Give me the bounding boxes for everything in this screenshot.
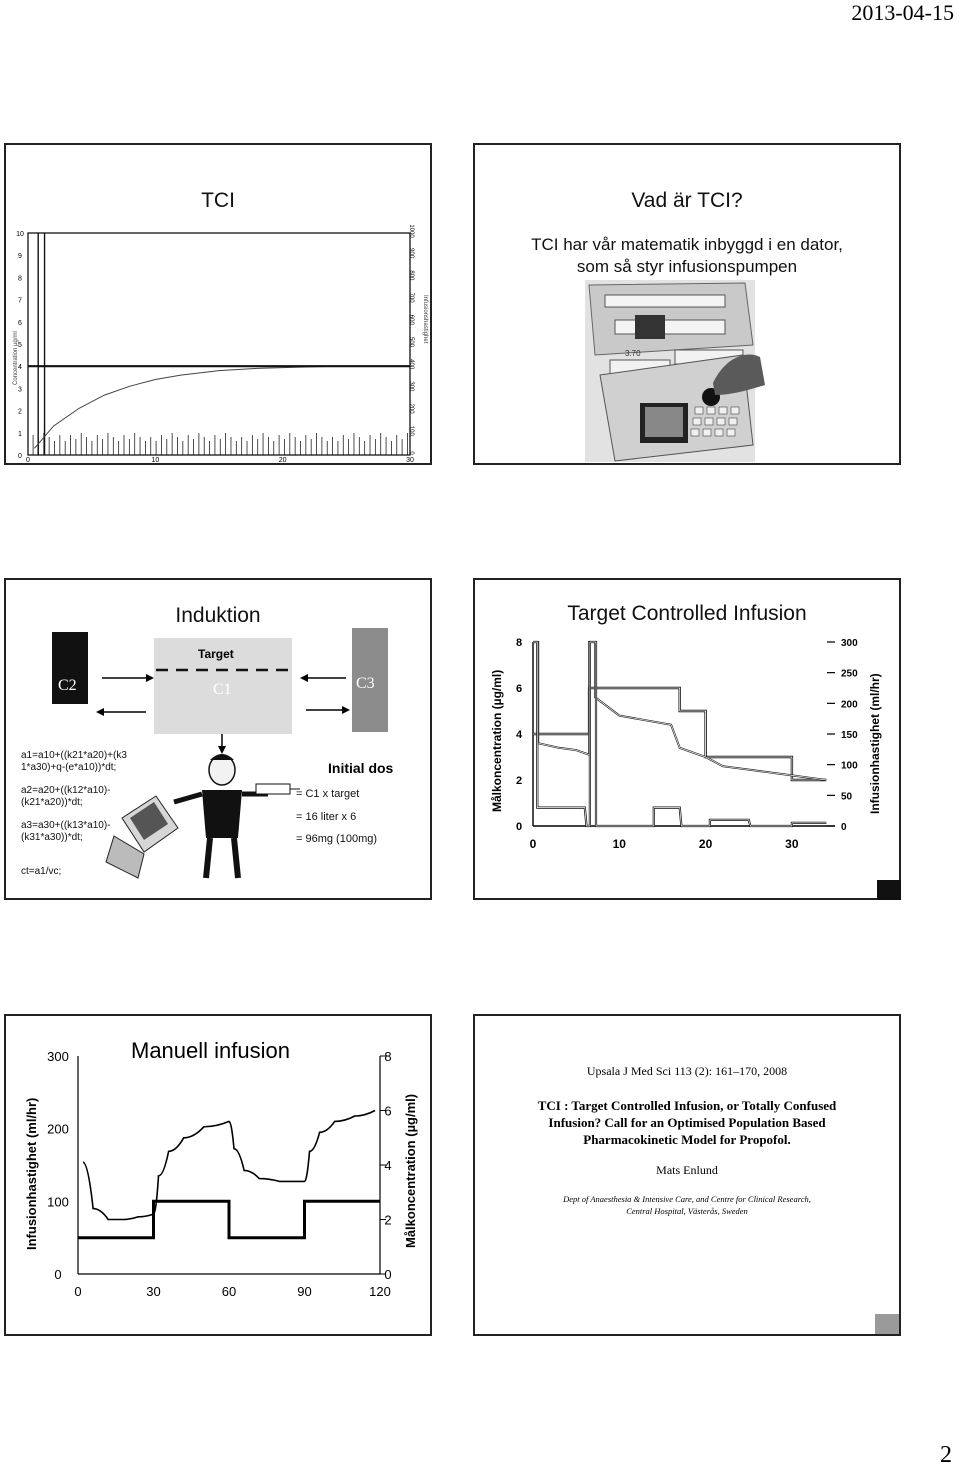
x-tick-label: 10 [151,457,160,463]
compartment-diagram [6,580,430,898]
dos-line-3: = 96mg (100mg) [296,833,378,845]
pump-key [691,429,699,436]
pump-key [705,418,713,425]
y-tick-label: 2 [18,408,22,416]
slide-tci-chart [4,143,432,465]
plot-frame [28,233,410,455]
tci-chart [475,580,899,898]
slide-title: TCI [201,189,235,212]
pump-key [731,407,739,414]
slide-induktion [4,578,432,900]
y-tick-label: 4 [515,729,523,741]
y2-tick-label: 100 [408,425,414,436]
dos-line-1: = C1 x target [296,788,360,800]
journal-citation: Upsala J Med Sci 113 (2): 161–170, 2008 [586,1064,788,1078]
x-tick-label: 30 [785,837,799,851]
slide-subtitle-line2: som så styr infusionspumpen [576,257,798,276]
c3-label: C3 [356,675,375,692]
y-label-right: Infusionhastighet (ml/hr) [868,673,882,814]
y2-tick-label: 2 [384,1212,392,1228]
pump-key [707,407,715,414]
paper-author: Mats Enlund [656,1163,718,1177]
equation-line: a2=a20+((k12*a10)- [21,785,111,796]
infusion-pump-photo [475,145,899,463]
y-tick-label: 6 [18,319,22,327]
equation-line: 1*a30)+q-(e*a10))*dt; [21,762,117,773]
y-tick-label: 5 [18,342,22,349]
y2-tick-label: 250 [841,668,858,680]
manual-infusion-chart [6,1016,430,1334]
y-tick-label: 200 [47,1121,69,1137]
equation-line: (k21*a20))*dt; [21,797,83,808]
y2-tick-label: 6 [384,1103,392,1119]
slide-vad-ar-tci [473,143,901,465]
x-tick-label: 90 [297,1284,312,1299]
equation-line: a1=a10+((k21*a20)+(k3 [21,750,127,761]
y-tick-label: 10 [16,231,24,238]
left-axis-label: Concentration µg/ml [13,331,19,385]
pump-upper-body [589,283,753,355]
target-label: Target [198,647,234,661]
y2-tick-label: 150 [841,730,858,741]
slide-subtitle-line1: TCI har vår matematik inbyggd i en dator, [531,235,843,254]
x-tick-label: 20 [698,837,713,851]
paper-title-line1: TCI : Target Controlled Infusion, or Totally Confused [537,1098,837,1113]
slide-paper-reference [473,1014,901,1336]
syringe-icon [615,320,725,334]
c2-label: C2 [58,677,77,694]
syringe-clamp-icon [635,315,665,339]
dos-line-2: = 16 liter x 6 [296,811,357,823]
y-tick-label: 300 [47,1049,69,1064]
y2-tick-label: 300 [841,638,858,649]
y2-tick-label: 0 [384,1267,392,1282]
y-tick-label: 7 [18,297,22,305]
slide-title: Manuell infusion [131,1038,290,1063]
affiliation-line1: Dept of Anaesthesia & Intensive Care, and Centre for Clinical Research, [563,1194,811,1204]
y2-tick-label: 400 [408,359,414,370]
pump-key [695,407,703,414]
tci-simulation-chart [6,145,430,463]
y-tick-label: 0 [515,821,523,833]
x-tick-label: 0 [74,1284,82,1299]
syringe-icon [605,295,725,307]
y2-tick-label: 500 [408,336,414,348]
y-tick-label: 4 [18,364,22,372]
header-date: 2013-04-15 [851,0,954,25]
y2-tick-label: 8 [384,1049,392,1064]
y2-tick-label: 0 [408,451,414,455]
pump-key [693,418,701,425]
syringe-icon [256,784,300,794]
x-tick-label: 30 [406,457,414,463]
y-tick-label: 9 [18,253,22,261]
y2-tick-label: 300 [408,381,414,392]
slide-target-controlled-infusion [473,578,901,900]
y-tick-label: 0 [18,453,22,460]
c1-label: C1 [213,681,232,698]
paper-title-line2: Infusion? Call for an Optimised Population Based [548,1115,826,1130]
right-axis-label: Infusionshastighet [422,295,428,344]
pump-key [703,429,711,436]
y2-tick-label: 1000 [408,224,414,238]
y2-tick-label: 700 [408,292,414,303]
y2-tick-label: 50 [841,791,853,803]
y2-tick-label: 800 [408,270,414,281]
x-tick-label: 30 [146,1284,161,1299]
pump-key [729,418,737,425]
y-tick-label: 1 [18,430,22,438]
y-tick-label: 0 [54,1267,62,1282]
pump-key [715,429,723,436]
pump-key [719,407,727,414]
equation-line: a3=a30+((k13*a10)- [21,820,111,831]
pump-key [727,429,735,436]
pump-display-value: 3.70 [625,349,641,358]
equation-line: (k31*a30))*dt; [21,832,83,843]
x-tick-label: 120 [369,1284,391,1299]
x-tick-label: 10 [612,837,626,851]
x-tick-label: 0 [26,457,30,463]
paper-title-line3: Pharmacokinetic Model for Propofol. [583,1132,791,1147]
pump-key [717,418,725,425]
y2-tick-label: 4 [384,1158,392,1173]
y2-tick-label: 0 [841,822,847,833]
initial-dos-title: Initial dos [328,760,394,776]
slide-corner-mark [877,880,901,900]
y-tick-label: 3 [18,386,22,394]
slide-corner-mark [875,1314,899,1334]
y2-tick-label: 100 [841,760,858,772]
y-label-right: Målkoncentration (µg/ml) [403,1093,418,1248]
y-label-left: Målkoncentration (µg/ml) [490,669,504,812]
y-tick-label: 2 [515,775,523,787]
slide-title: Vad är TCI? [631,189,743,212]
x-tick-label: 60 [221,1284,237,1299]
affiliation-line2: Central Hospital, Västerås, Sweden [626,1206,748,1216]
x-tick-label: 0 [529,837,537,851]
y-tick-label: 8 [515,637,523,649]
y-tick-label: 100 [47,1194,69,1210]
slide-manuell-infusion [4,1014,432,1336]
y2-tick-label: 200 [408,403,414,414]
equation-line: ct=a1/vc; [21,866,62,877]
x-tick-label: 20 [278,457,287,463]
y2-tick-label: 200 [841,699,858,711]
y2-tick-label: 900 [408,248,414,259]
y-tick-label: 8 [18,275,22,283]
y-tick-label: 6 [515,683,523,695]
slide-title: Target Controlled Infusion [567,602,807,625]
page-number: 2 [940,1442,952,1468]
y-label-left: Infusionhastighet (ml/hr) [24,1097,39,1250]
person-icon [174,754,268,878]
slide-title: Induktion [175,604,261,627]
y2-tick-label: 600 [408,314,414,325]
laptop-icon [106,796,178,878]
